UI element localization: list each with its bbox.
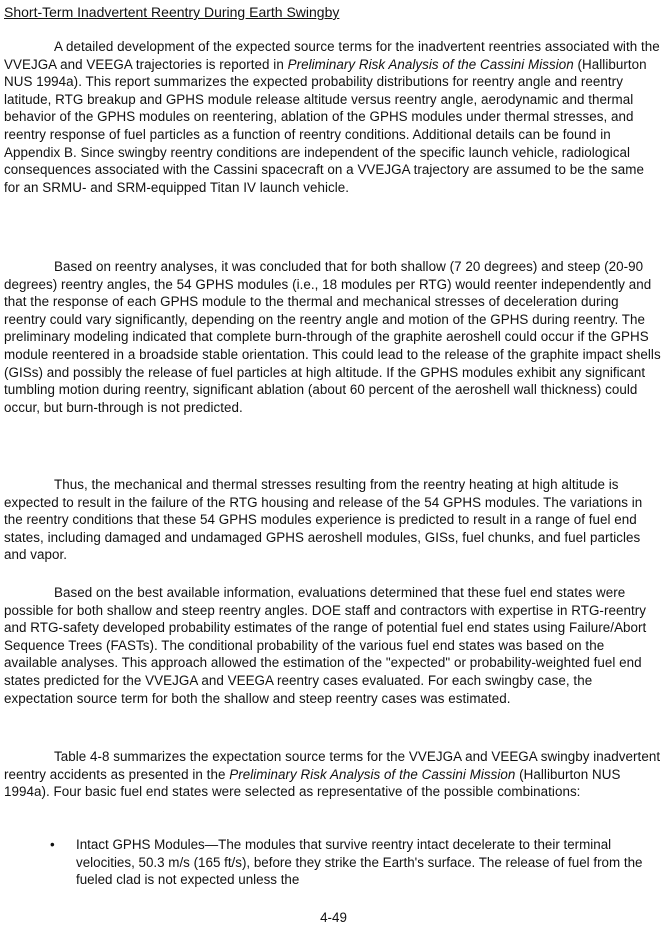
paragraph-5-italic-title: Preliminary Risk Analysis of the Cassini Mission (229, 766, 516, 782)
paragraph-1 (4, 38, 661, 196)
paragraph-2-text: Based on reentry analyses, it was concluded that for both shallow (7 20 degrees) and steep (20-90 degrees) reentry angles, the 54 GPHS modules (i.e., 18 modules per RTG) would reenter independently and that the response of each GPHS module to the thermal and mechanical stresses of deceleration during reentry could vary significantly, depending on the reentry angle and motion of the GPHS during reentry. The preliminary modeling indicated that complete burn-through of the graphite aeroshell could occur if the GPHS module reentered in a broadside stable orientation. This could lead to the release of the graphite impact shells (GISs) and possibly the release of fuel particles at high altitude. If the GPHS modules exhibit any significant tumbling motion during reentry, significant ablation (about 60 percent of the aeroshell wall thickness) could occur, but burn-through is not predicted. (4, 259, 661, 415)
bullet-icon: • (50, 837, 55, 852)
page-number: 4-49 (320, 910, 347, 925)
paragraph-4 (4, 584, 661, 707)
paragraph-3-text: Thus, the mechanical and thermal stresses resulting from the reentry heating at high altitude is expected to result in the failure of the RTG housing and release of the 54 GPHS modules. The variations in the reentry conditions that these 54 GPHS modules experience is predicted to result in a range of fuel end states, including damaged and undamaged GPHS aeroshell modules, GISs, fuel chunks, and fuel particles and vapor. (4, 477, 643, 563)
paragraph-1-italic-title: Preliminary Risk Analysis of the Cassini Mission (287, 56, 574, 72)
paragraph-1-text-a: A detailed development of the expected source terms for the inadvertent reentries associated with the VVEJGA and VEEGA trajectories is reported in (4, 39, 660, 72)
paragraph-4-text: Based on the best available information, evaluations determined that these fuel end states were possible for both shallow and steep reentry angles. DOE staff and contractors with expertise in RTG-reentry and RTG-safety developed probability estimates of the range of potential fuel end states using Failure/Abort Sequence Trees (FASTs). The conditional probability of the various fuel end states was based on the available analyses. This approach allowed the estimation of the "expected" or probability-weighted fuel end states predicted for the VVEJGA and VEEGA reentry cases evaluated. For each swingby case, the expectation source term for both the shallow and steep reentry cases was estimated. (4, 585, 647, 706)
paragraph-3 (4, 476, 661, 564)
paragraph-1-text-b: (Halliburton NUS 1994a). This report summarizes the expected probability distributions for reentry angle and reentry latitude, RTG breakup and GPHS module release altitude versus reentry angle, aerodynamic and thermal behavior of the GPHS modules on reentering, ablation of the GPHS modules under thermal stresses, and reentry response of fuel particles as a function of reentry conditions. Additional details can be found in Appendix B. Since swingby reentry conditions are independent of the specific launch vehicle, radiological consequences associated with the Cassini spacecraft on a VVEJGA trajectory are assumed to be the same for an SRMU- and SRM-equipped Titan IV launch vehicle. (4, 56, 647, 195)
paragraph-2 (4, 258, 661, 416)
bullet-text: Intact GPHS Modules—The modules that survive reentry intact decelerate to their terminal velocities, 50.3 m/s (165 ft/s), before they strike the Earth's surface. The release of fuel from the fueled clad is not expected unless the (76, 837, 643, 888)
paragraph-5-text-b: (Halliburton NUS 1994a). Four basic fuel end states were selected as representative of the possible combinations: (4, 766, 621, 800)
paragraph-5 (4, 748, 661, 801)
paragraph-5-text-a: Table 4-8 summarizes the expectation source terms for the VVEJGA and VEEGA swingby inadvertent reentry accidents as presented in the (4, 749, 661, 782)
section-heading: Short-Term Inadvertent Reentry During Earth Swingby (4, 4, 340, 20)
